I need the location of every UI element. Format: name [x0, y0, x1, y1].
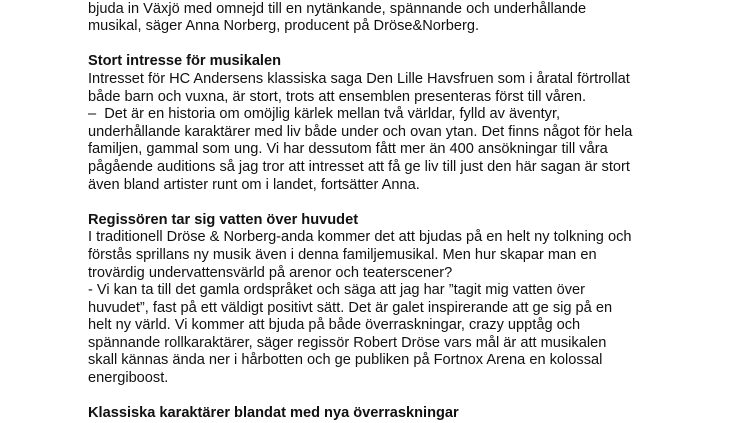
body-line: underhållande karaktärer med liv både under och ovan ytan. Det finns något för hela: [88, 123, 633, 140]
paragraph-gap: [88, 194, 728, 212]
section-heading: Klassiska karaktärer blandat med nya överraskningar: [88, 405, 459, 422]
intro-line: musikal, säger Anna Norberg, producent på Dröse&Norberg.: [88, 18, 479, 35]
body-line: familjen, gammal som ung. Vi har dessutom fått mer än 400 ansökningar till våra: [88, 141, 608, 158]
body-line: skall kännas ända ner i hårbotten och ge publiken på Fortnox Arena en kolossal: [88, 352, 603, 369]
body-line: förstås sprillans ny musik även i denna familjemusikal. Men hur skapar man en: [88, 246, 597, 263]
body-line: Intresset för HC Andersens klassiska saga Den Lille Havsfruen som i åratal förtrollat: [88, 70, 630, 87]
intro-paragraph: [88, 0, 728, 36]
body-line: pågående auditions så jag tror att intresset att få ge liv till just den här sagan är stort: [88, 158, 630, 175]
body-line: - Vi kan ta till det gamla ordspråket och säga att jag har ”tagit mig vatten över: [88, 282, 585, 299]
press-release-document: [88, 0, 728, 423]
body-line: trovärdig undervattensvärld på arenor och teaterscener?: [88, 264, 453, 281]
section-heading: Regissören tar sig vatten över huvudet: [88, 211, 359, 228]
body-line: helt ny värld. Vi kommer att bjuda på både överraskningar, crazy upptåg och: [88, 317, 581, 334]
intro-line: bjuda in Växjö med omnejd till en nytänkande, spännande och underhållande: [88, 0, 587, 17]
body-line: spännande rollkaraktärer, säger regissör Robert Dröse vars mål är att musikalen: [88, 334, 607, 351]
section-regissoren: [88, 212, 728, 388]
section-heading: Stort intresse för musikalen: [88, 53, 282, 70]
body-line: I traditionell Dröse & Norberg-anda kommer det att bjudas på en helt ny tolkning och: [88, 229, 632, 246]
section-klassiska-karaktarer: [88, 405, 728, 423]
body-line: huvudet”, fast på ett väldigt positivt sätt. Det är galet inspirerande att ge sig på en: [88, 299, 613, 316]
body-line: även bland artister runt om i landet, fortsätter Anna.: [88, 176, 420, 193]
paragraph-gap: [88, 388, 728, 406]
body-line: energiboost.: [88, 370, 169, 387]
paragraph-gap: [88, 36, 728, 54]
body-line: – Det är en historia om omöjlig kärlek mellan två världar, fylld av äventyr,: [88, 106, 561, 123]
body-line: både barn och vuxna, är stort, trots att ensemblen presenteras först till våren.: [88, 88, 587, 105]
section-stort-intresse: [88, 53, 728, 194]
